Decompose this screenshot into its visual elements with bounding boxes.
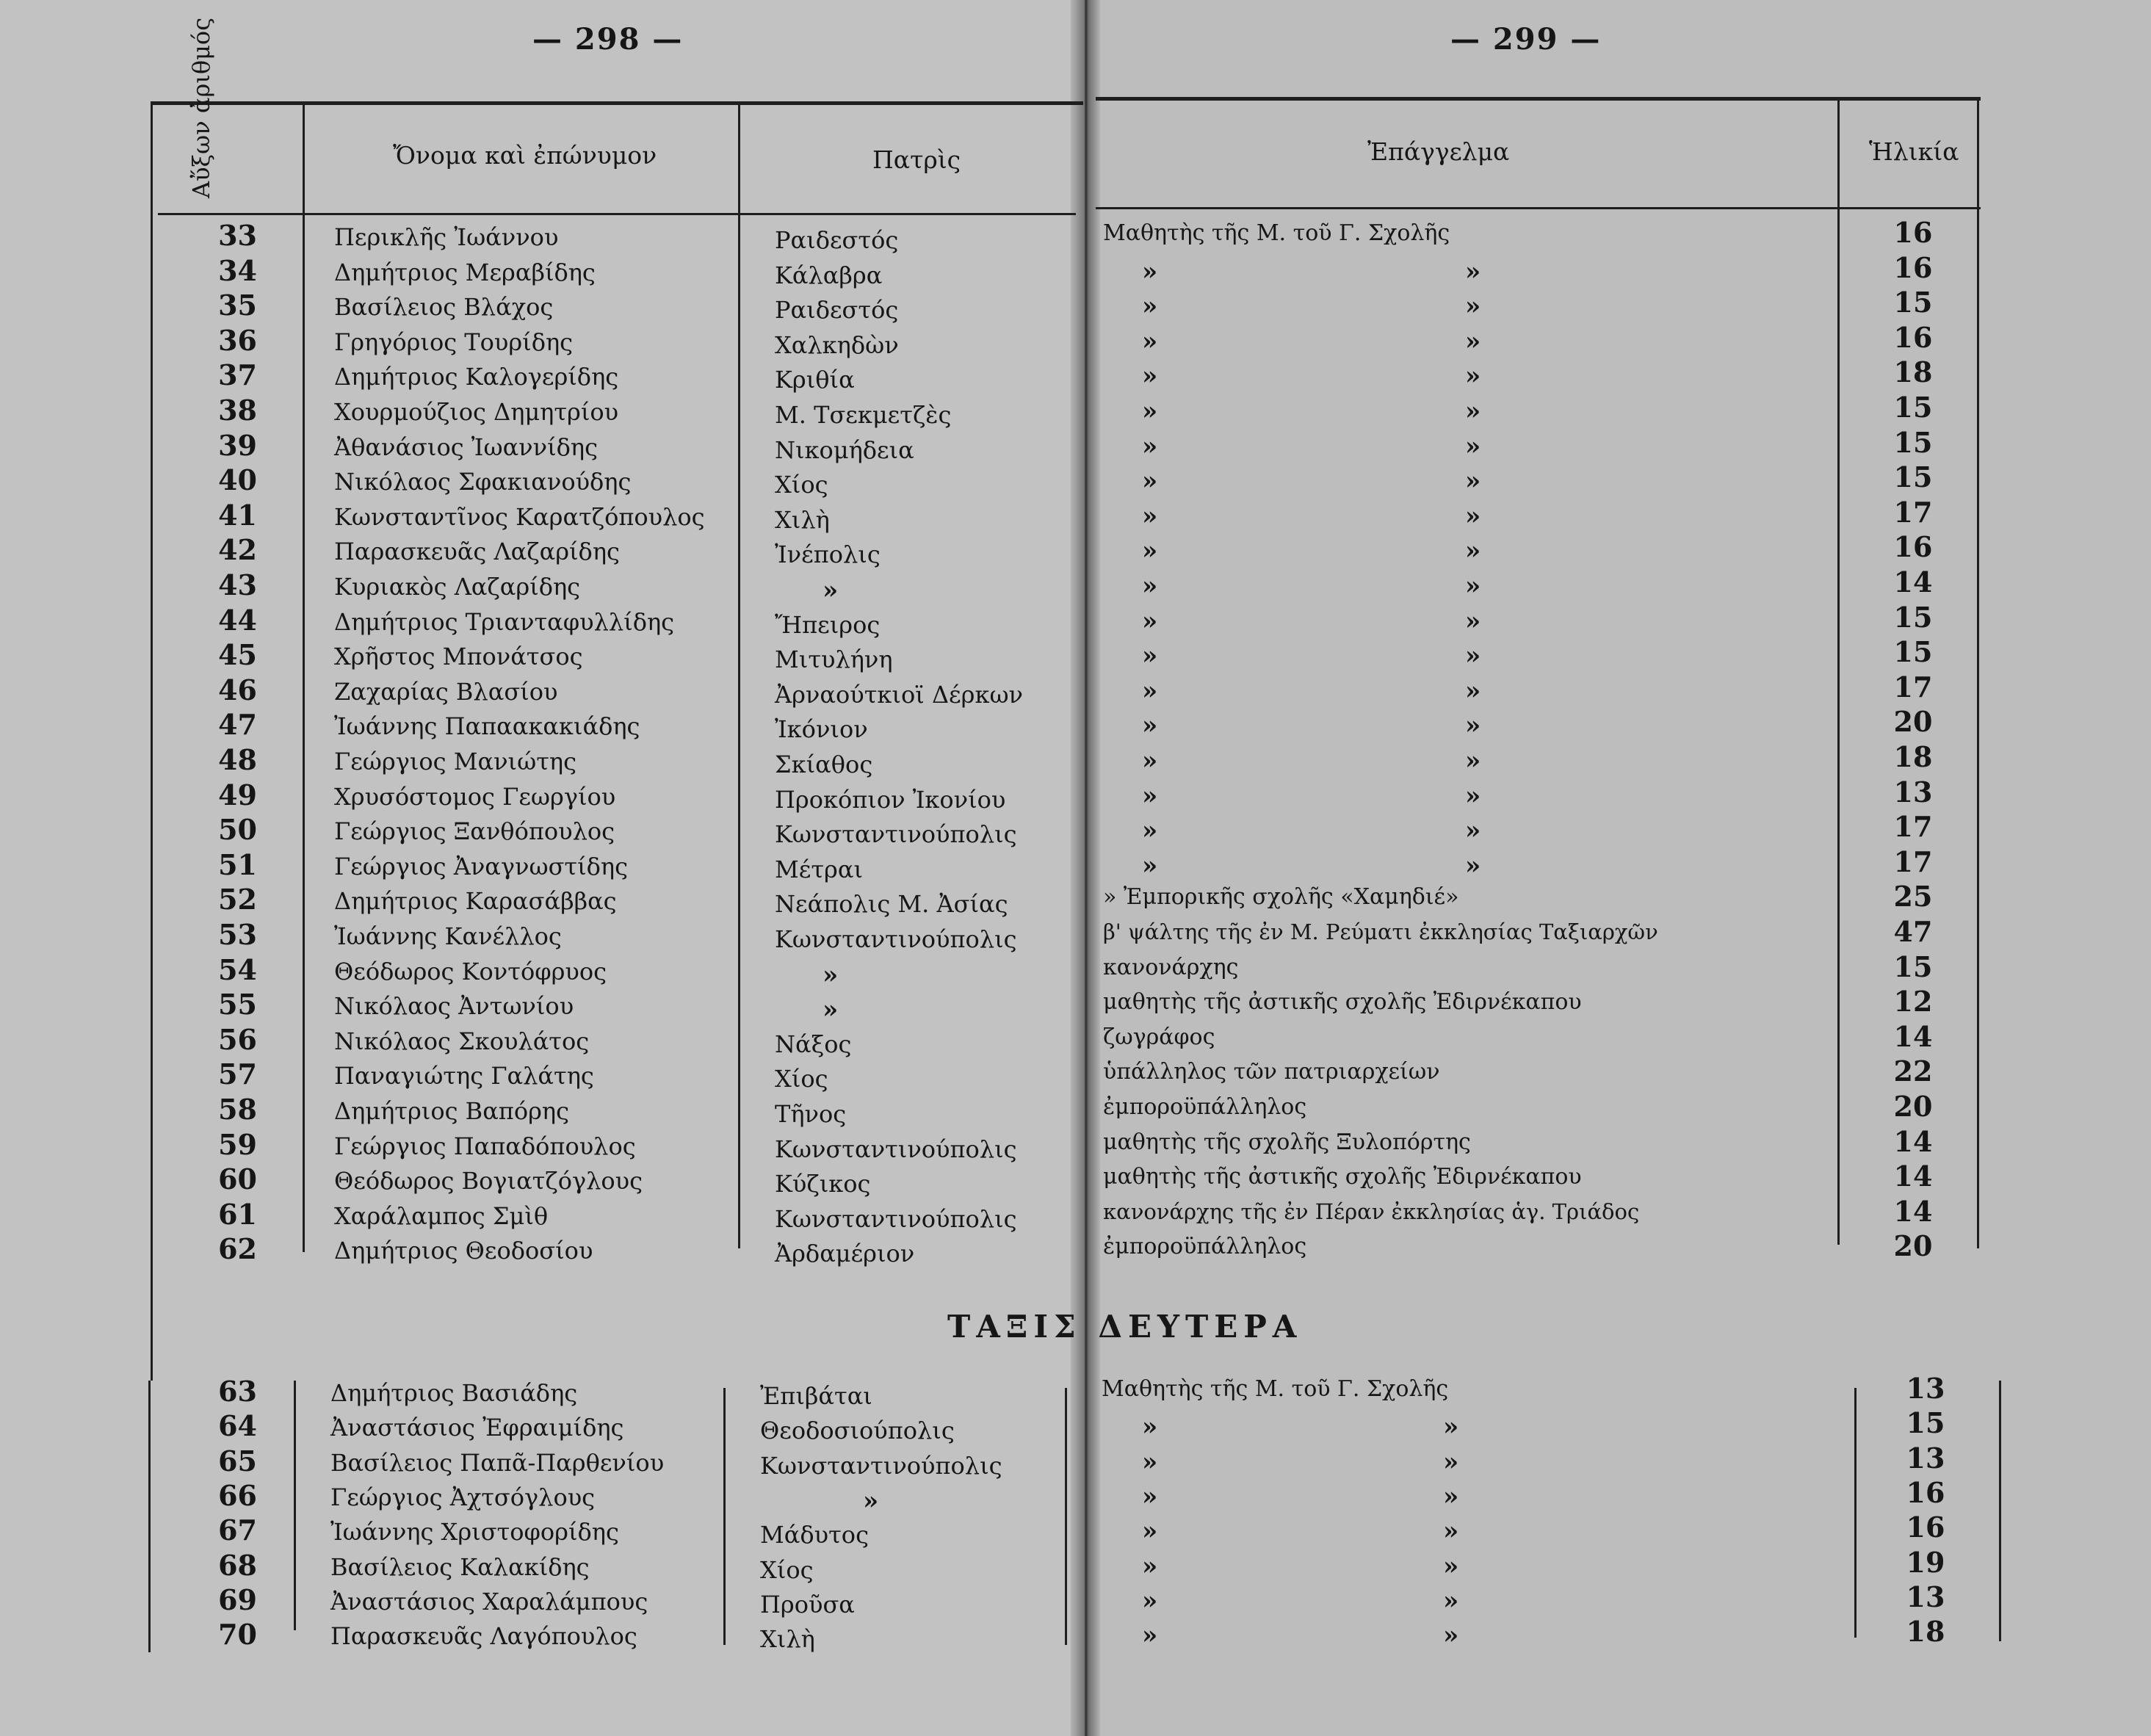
person-name: Θεόδωρος Κοντόφρυος	[334, 957, 607, 985]
occupation: κανονάρχης	[1103, 954, 1239, 980]
serial-number: 47	[218, 708, 257, 742]
age: 14	[1893, 565, 1933, 598]
occupation: ὑπάλληλος τῶν πατριαρχείων	[1103, 1059, 1440, 1085]
person-name: Χαράλαμπος Σμὶθ	[334, 1201, 549, 1230]
occupation-ditto-2: »	[1465, 466, 1481, 496]
age: 16	[1893, 250, 1933, 284]
occupation: β' ψάλτης τῆς ἐν Μ. Ρεύματι ἐκκλησίας Ταξιαρχῶν	[1103, 919, 1658, 944]
occupation-ditto-1: »	[1142, 292, 1158, 322]
person-name: Βασίλειος Παπᾶ-Παρθενίου	[330, 1448, 665, 1477]
occupation: Μαθητὴς τῆς Μ. τοῦ Γ. Σχολῆς	[1103, 220, 1450, 246]
occupation-ditto-2: »	[1465, 256, 1481, 286]
person-name: Ἰωάννης Χριστοφορίδης	[330, 1518, 619, 1547]
occupation-ditto-1: »	[1142, 571, 1158, 601]
serial-number: 42	[218, 533, 257, 567]
age: 13	[1906, 1372, 1945, 1405]
serial-number: 41	[218, 498, 257, 532]
serial-number: 45	[218, 638, 257, 672]
age: 22	[1893, 1055, 1933, 1088]
birthplace: Χιλὴ	[775, 505, 830, 534]
occupation-ditto-1: »	[1142, 1621, 1158, 1651]
birthplace: Τῆνος	[775, 1100, 847, 1128]
occupation-ditto-1: »	[1142, 397, 1158, 426]
header-name: Ὄνομα καὶ ἐπώνυμον	[393, 141, 657, 170]
age: 15	[1893, 950, 1933, 983]
occupation-ditto-2: »	[1465, 397, 1481, 426]
occupation-ditto-1: »	[1142, 1412, 1158, 1442]
occupation-ditto-1: »	[1142, 326, 1158, 356]
age: 15	[1893, 391, 1933, 424]
person-name: Ἀναστάσιος Ἐφραιμίδης	[330, 1414, 624, 1442]
age: 13	[1906, 1580, 1945, 1613]
age: 17	[1893, 670, 1933, 704]
serial-number: 54	[218, 952, 257, 986]
book-gutter	[1071, 0, 1100, 1736]
age: 16	[1906, 1511, 1945, 1544]
occupation-ditto-2: »	[1465, 711, 1481, 741]
age: 14	[1893, 1019, 1933, 1053]
birthplace: Ραιδεστός	[775, 226, 899, 254]
age: 20	[1893, 1090, 1933, 1123]
col-divider-place-lower	[1065, 1388, 1067, 1645]
serial-number: 35	[218, 289, 257, 322]
age: 13	[1906, 1441, 1945, 1475]
person-name: Δημήτριος Καλογερίδης	[334, 363, 619, 391]
occupation-ditto-1: »	[1142, 1551, 1158, 1581]
birthplace: Κωνσταντινούπολις	[760, 1451, 1002, 1480]
serial-number: 64	[218, 1409, 257, 1443]
person-name: Παρασκευᾶς Λαζαρίδης	[334, 538, 620, 566]
header-serial: Αὔξων ἀριθμός	[187, 17, 215, 198]
birthplace: Προκόπιον Ἰκονίου	[775, 785, 1006, 814]
birthplace: Μάδυτος	[760, 1521, 869, 1549]
person-name: Δημήτριος Θεοδοσίου	[334, 1237, 593, 1265]
birthplace: Χιλὴ	[760, 1625, 815, 1654]
occupation: κανονάρχης τῆς ἐν Πέραν ἐκκλησίας ἁγ. Τριάδος	[1103, 1198, 1640, 1224]
serial-number: 70	[218, 1618, 257, 1652]
occupation-ditto-1: »	[1142, 1481, 1158, 1511]
occupation-ditto-1: »	[1142, 536, 1158, 566]
age: 16	[1893, 216, 1933, 249]
header-occupation: Ἐπάγγελμα	[1367, 137, 1510, 166]
serial-number: 59	[218, 1127, 257, 1161]
person-name: Γρηγόριος Τουρίδης	[334, 328, 574, 356]
serial-number: 65	[218, 1444, 257, 1478]
person-name: Γεώργιος Παπαδόπουλος	[334, 1132, 636, 1160]
person-name: Γεώργιος Ἀναγνωστίδης	[334, 852, 629, 880]
person-name: Γεώργιος Μανιώτης	[334, 748, 576, 775]
birthplace: Θεοδοσιούπολις	[760, 1417, 955, 1445]
person-name: Περικλῆς Ἰωάννου	[334, 223, 559, 251]
birthplace: Κωνσταντινούπολις	[775, 1204, 1017, 1233]
table-left-border	[151, 103, 153, 1381]
birthplace-ditto: »	[823, 960, 839, 990]
serial-number: 53	[218, 918, 257, 951]
birthplace: Χαλκηδὼν	[775, 330, 899, 359]
serial-number: 52	[218, 883, 257, 916]
occupation-ditto-2: »	[1465, 292, 1481, 322]
age: 14	[1893, 1194, 1933, 1228]
age: 16	[1906, 1475, 1945, 1509]
serial-number: 36	[218, 323, 257, 357]
occupation-ditto-2: »	[1443, 1621, 1459, 1651]
birthplace: Χίος	[775, 471, 828, 499]
col-divider-occupation	[1837, 99, 1840, 1245]
birthplace: Χίος	[775, 1065, 828, 1093]
birthplace: Ἀρναούτκιοϊ Δέρκων	[775, 680, 1023, 709]
occupation-ditto-1: »	[1142, 501, 1158, 531]
age: 17	[1893, 810, 1933, 844]
birthplace: Μ. Τσεκμετζὲς	[775, 401, 952, 429]
occupation-ditto-1: »	[1142, 711, 1158, 741]
birthplace: Νεάπολις Μ. Ἀσίας	[775, 890, 1008, 919]
serial-number: 62	[218, 1232, 257, 1266]
occupation-ditto-1: »	[1142, 850, 1158, 880]
right-page	[1085, 0, 2151, 1736]
occupation-ditto-2: »	[1443, 1551, 1459, 1581]
age: 19	[1906, 1545, 1945, 1579]
serial-number: 38	[218, 394, 257, 427]
birthplace: Κάλαβρα	[775, 261, 883, 289]
birthplace: Κριθία	[775, 366, 855, 394]
occupation-ditto-2: »	[1465, 361, 1481, 391]
occupation-ditto-2: »	[1465, 850, 1481, 880]
col-divider-occupation-lower	[1854, 1388, 1857, 1638]
occupation: » Ἐμπορικῆς σχολῆς «Χαμηδιέ»	[1103, 884, 1459, 911]
person-name: Δημήτριος Βασιάδης	[330, 1379, 578, 1407]
occupation-ditto-2: »	[1465, 606, 1481, 636]
serial-number: 51	[218, 847, 257, 881]
occupation-ditto-2: »	[1443, 1516, 1459, 1547]
serial-number: 61	[218, 1197, 257, 1231]
occupation-ditto-2: »	[1465, 326, 1481, 356]
col-divider-name	[738, 103, 740, 1248]
person-name: Θεόδωρος Βογιατζόγλους	[334, 1167, 643, 1196]
occupation-ditto-1: »	[1142, 746, 1158, 775]
person-name: Δημήτριος Τριανταφυλλίδης	[334, 607, 675, 636]
occupation-ditto-1: »	[1142, 1447, 1158, 1477]
birthplace: Κύζικος	[775, 1170, 871, 1198]
age: 25	[1893, 880, 1933, 914]
serial-number: 44	[218, 603, 257, 637]
birthplace: Νικομήδεια	[775, 435, 914, 464]
serial-number: 58	[218, 1093, 257, 1126]
header-birthplace: Πατρὶς	[872, 145, 961, 174]
age: 20	[1893, 705, 1933, 739]
person-name: Παρασκευᾶς Λαγόπουλος	[330, 1622, 637, 1651]
person-name: Γεώργιος Ξανθόπουλος	[334, 817, 615, 846]
page-number-right: — 299 —	[1450, 22, 1602, 57]
age: 18	[1893, 355, 1933, 389]
occupation-ditto-2: »	[1443, 1481, 1459, 1511]
serial-number: 56	[218, 1022, 257, 1056]
serial-number: 39	[218, 428, 257, 462]
birthplace: Νάξος	[775, 1030, 852, 1058]
age: 17	[1893, 495, 1933, 529]
serial-number: 66	[218, 1478, 257, 1512]
occupation: μαθητὴς τῆς σχολῆς Ξυλοπόρτης	[1103, 1129, 1471, 1155]
age: 15	[1906, 1406, 1945, 1440]
person-name: Χουρμούζιος Δημητρίου	[334, 398, 619, 426]
occupation-ditto-1: »	[1142, 781, 1158, 811]
person-name: Παναγιώτης Γαλάτης	[334, 1062, 594, 1091]
birthplace-ditto: »	[863, 1486, 879, 1516]
occupation-ditto-1: »	[1142, 606, 1158, 636]
occupation-ditto-2: »	[1443, 1585, 1459, 1616]
serial-number: 55	[218, 988, 257, 1021]
occupation: μαθητὴς τῆς ἀστικῆς σχολῆς Ἐδιρνέκαπου	[1103, 1164, 1582, 1190]
occupation: ἐμποροϋπάλληλος	[1103, 1234, 1307, 1260]
serial-number: 43	[218, 568, 257, 601]
occupation-ditto-1: »	[1142, 256, 1158, 286]
table-left-border-lower	[148, 1381, 151, 1652]
age: 13	[1893, 775, 1933, 809]
age: 16	[1893, 530, 1933, 564]
birthplace: Κωνσταντινούπολις	[775, 1135, 1017, 1163]
person-name: Ἀθανάσιος Ἰωαννίδης	[334, 433, 598, 461]
serial-number: 34	[218, 253, 257, 287]
birthplace: Ἀρδαμέριον	[775, 1240, 915, 1268]
col-divider-serial-lower	[294, 1381, 296, 1630]
age: 15	[1893, 425, 1933, 459]
occupation-ditto-2: »	[1443, 1412, 1459, 1442]
birthplace: Χίος	[760, 1555, 814, 1584]
person-name: Χρυσόστομος Γεωργίου	[334, 782, 616, 811]
birthplace: Ραιδεστός	[775, 296, 899, 325]
person-name: Βασίλειος Καλακίδης	[330, 1552, 590, 1581]
age: 14	[1893, 1160, 1933, 1193]
birthplace: Ἐπιβάται	[760, 1382, 872, 1410]
birthplace: Μέτραι	[775, 855, 864, 883]
header-bottom-rule-right	[1096, 207, 1981, 209]
occupation: μαθητὴς τῆς ἀστικῆς σχολῆς Ἐδιρνέκαπου	[1103, 989, 1582, 1016]
age: 17	[1893, 845, 1933, 878]
occupation-ditto-1: »	[1142, 1585, 1158, 1616]
serial-number: 40	[218, 463, 257, 497]
serial-number: 50	[218, 813, 257, 847]
occupation-ditto-2: »	[1465, 746, 1481, 775]
col-divider-name-lower	[723, 1388, 726, 1645]
serial-number: 69	[218, 1583, 257, 1616]
occupation-ditto-1: »	[1142, 361, 1158, 391]
occupation-ditto-2: »	[1465, 431, 1481, 461]
age: 20	[1893, 1229, 1933, 1263]
age: 18	[1893, 740, 1933, 773]
table-right-border-lower	[1999, 1381, 2001, 1641]
birthplace: Προῦσα	[760, 1590, 855, 1619]
age: 47	[1893, 915, 1933, 948]
person-name: Κυριακὸς Λαζαρίδης	[334, 573, 581, 601]
person-name: Κωνσταντῖνος Καρατζόπουλος	[334, 502, 705, 531]
serial-number: 37	[218, 358, 257, 392]
occupation: Μαθητὴς τῆς Μ. τοῦ Γ. Σχολῆς	[1102, 1376, 1449, 1402]
birthplace-ditto: »	[823, 995, 839, 1025]
serial-number: 49	[218, 778, 257, 811]
serial-number: 67	[218, 1513, 257, 1547]
occupation-ditto-1: »	[1142, 431, 1158, 461]
birthplace: Κωνσταντινούπολις	[775, 820, 1017, 849]
person-name: Δημήτριος Καρασάββας	[334, 887, 617, 916]
person-name: Νικόλαος Σφακιανούδης	[334, 468, 632, 496]
person-name: Ζαχαρίας Βλασίου	[334, 677, 558, 706]
occupation-ditto-2: »	[1443, 1447, 1459, 1477]
age: 15	[1893, 600, 1933, 634]
person-name: Ἰωάννης Κανέλλος	[334, 922, 562, 950]
serial-number: 33	[218, 219, 257, 252]
person-name: Χρῆστος Μπονάτσος	[334, 643, 583, 671]
serial-number: 57	[218, 1057, 257, 1091]
person-name: Νικόλαος Ἀντωνίου	[334, 992, 574, 1021]
serial-number: 46	[218, 673, 257, 706]
occupation-ditto-2: »	[1465, 641, 1481, 671]
table-top-rule-right	[1096, 97, 1981, 101]
serial-number: 63	[218, 1375, 257, 1408]
occupation-ditto-1: »	[1142, 466, 1158, 496]
serial-number: 60	[218, 1162, 257, 1196]
table-top-rule-left	[151, 101, 1083, 105]
occupation: ζωγράφος	[1103, 1024, 1215, 1050]
occupation-ditto-2: »	[1465, 816, 1481, 846]
age: 14	[1893, 1124, 1933, 1158]
person-name: Γεώργιος Ἀχτσόγλους	[330, 1483, 596, 1511]
occupation-ditto-1: »	[1142, 816, 1158, 846]
occupation-ditto-1: »	[1142, 1516, 1158, 1547]
occupation-ditto-2: »	[1465, 781, 1481, 811]
col-divider-serial	[303, 103, 305, 1252]
birthplace: Ἰνέπολις	[775, 540, 881, 569]
section-title: ΤΑΞΙΣ ΔΕΥΤΕΡΑ	[947, 1309, 1303, 1345]
occupation-ditto-1: »	[1142, 641, 1158, 671]
occupation-ditto-2: »	[1465, 536, 1481, 566]
birthplace: Ἤπειρος	[775, 610, 881, 639]
table-right-border	[1977, 99, 1979, 1248]
person-name: Ἀναστάσιος Χαραλάμπους	[330, 1587, 648, 1616]
age: 15	[1893, 635, 1933, 669]
birthplace: Ἰκόνιον	[775, 715, 868, 744]
occupation-ditto-2: »	[1465, 676, 1481, 706]
page-number-left: — 298 —	[532, 22, 684, 57]
person-name: Βασίλειος Βλάχος	[334, 293, 554, 322]
occupation-ditto-2: »	[1465, 571, 1481, 601]
birthplace: Σκίαθος	[775, 751, 873, 778]
person-name: Δημήτριος Βαπόρης	[334, 1097, 569, 1125]
person-name: Νικόλαος Σκουλάτος	[334, 1027, 590, 1055]
person-name: Ἰωάννης Παπαακακιάδης	[334, 712, 640, 741]
serial-number: 48	[218, 743, 257, 776]
age: 15	[1893, 286, 1933, 319]
occupation: ἐμποροϋπάλληλος	[1103, 1094, 1307, 1120]
birthplace-ditto: »	[823, 576, 839, 605]
serial-number: 68	[218, 1548, 257, 1582]
age: 16	[1893, 320, 1933, 354]
person-name: Δημήτριος Μεραβίδης	[334, 258, 596, 286]
age: 18	[1906, 1615, 1945, 1649]
header-bottom-rule-left	[158, 213, 1076, 215]
age: 15	[1893, 460, 1933, 494]
birthplace: Μιτυλήνη	[775, 645, 893, 674]
header-age: Ἡλικία	[1869, 137, 1959, 166]
occupation-ditto-2: »	[1465, 501, 1481, 531]
birthplace: Κωνσταντινούπολις	[775, 925, 1017, 953]
occupation-ditto-1: »	[1142, 676, 1158, 706]
age: 12	[1893, 985, 1933, 1019]
